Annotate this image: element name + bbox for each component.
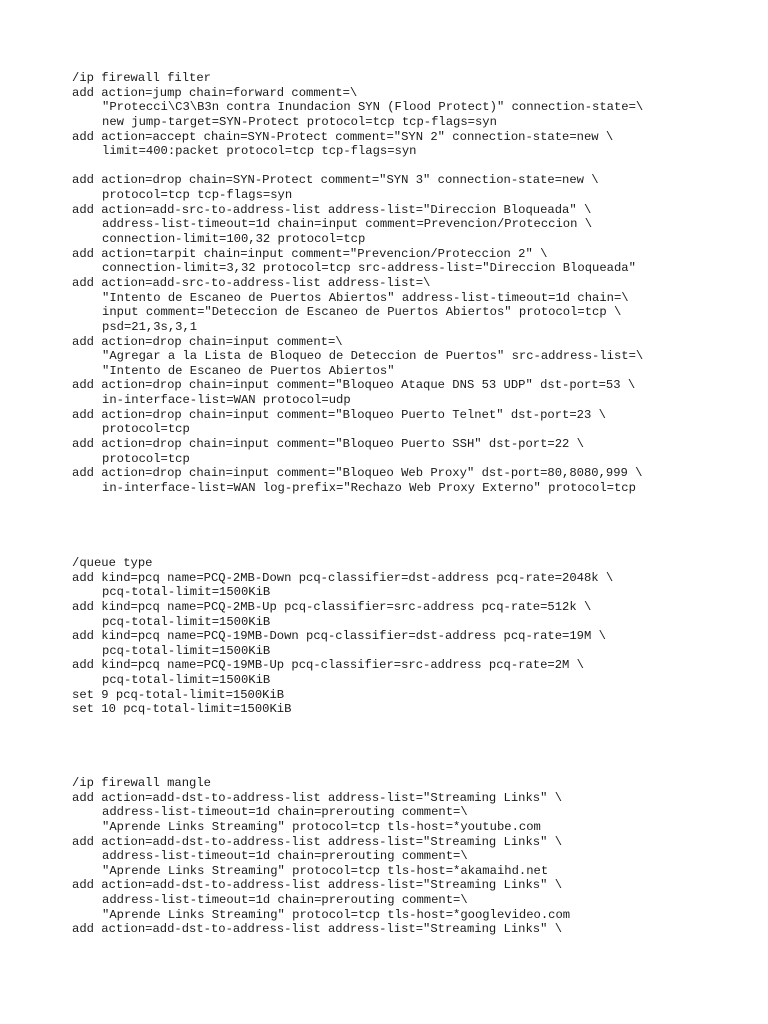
code-line: connection-limit=3,32 protocol=tcp src-address-list="Direccion Bloqueada": [102, 261, 636, 276]
code-line: "Intento de Escaneo de Puertos Abiertos" address-list-timeout=1d chain=\: [102, 290, 629, 305]
code-line: add action=tarpit chain=input comment="Prevencion/Proteccion 2" \: [72, 246, 548, 261]
code-line: add action=add-src-to-address-list address-list="Direccion Bloqueada" \: [72, 202, 592, 217]
code-line: add kind=pcq name=PCQ-2MB-Down pcq-classifier=dst-address pcq-rate=2048k \: [72, 570, 614, 585]
code-line: "Aprende Links Streaming" protocol=tcp tls-host=*googlevideo.com: [102, 907, 571, 922]
code-line: pcq-total-limit=1500KiB: [102, 614, 271, 629]
code-line: add kind=pcq name=PCQ-2MB-Up pcq-classifier=src-address pcq-rate=512k \: [72, 599, 592, 614]
code-line: add action=add-dst-to-address-list address-list="Streaming Links" \: [72, 834, 563, 849]
code-line: add action=add-dst-to-address-list address-list="Streaming Links" \: [72, 922, 563, 937]
code-line: address-list-timeout=1d chain=prerouting comment=\: [102, 805, 468, 820]
code-line: connection-limit=100,32 protocol=tcp: [102, 232, 366, 247]
code-line: "Agregar a la Lista de Bloqueo de Deteccion de Puertos" src-address-list=\: [102, 349, 644, 364]
code-line: add action=add-dst-to-address-list address-list="Streaming Links" \: [72, 878, 563, 893]
code-line: add action=add-src-to-address-list address-list=\: [72, 275, 431, 290]
code-line: add action=add-dst-to-address-list address-list="Streaming Links" \: [72, 790, 563, 805]
code-line: psd=21,3s,3,1: [102, 319, 198, 334]
code-line: input comment="Deteccion de Escaneo de Puertos Abiertos" protocol=tcp \: [102, 305, 622, 320]
firewall-filter-section: [72, 71, 643, 496]
code-line: add action=drop chain=input comment="Bloqueo Puerto SSH" dst-port=22 \: [72, 437, 584, 452]
code-line: set 9 pcq-total-limit=1500KiB: [72, 687, 285, 702]
code-line: add action=jump chain=forward comment=\: [72, 85, 358, 100]
code-line: add action=drop chain=input comment="Bloqueo Web Proxy" dst-port=80,8080,999 \: [72, 466, 643, 481]
code-line: protocol=tcp: [102, 451, 190, 466]
code-line: add kind=pcq name=PCQ-19MB-Up pcq-classifier=src-address pcq-rate=2M \: [72, 658, 584, 673]
code-line: pcq-total-limit=1500KiB: [102, 643, 271, 658]
code-line: pcq-total-limit=1500KiB: [102, 673, 271, 688]
code-line: address-list-timeout=1d chain=prerouting comment=\: [102, 849, 468, 864]
code-line: protocol=tcp: [102, 422, 190, 437]
code-line: add action=drop chain=input comment=\: [72, 334, 343, 349]
code-line: add action=drop chain=input comment="Bloqueo Puerto Telnet" dst-port=23 \: [72, 407, 606, 422]
code-line: set 10 pcq-total-limit=1500KiB: [72, 702, 292, 717]
section-header-line: /queue type: [72, 556, 153, 570]
blank-line: [72, 159, 643, 174]
code-line: pcq-total-limit=1500KiB: [102, 585, 271, 600]
code-line: new jump-target=SYN-Protect protocol=tcp tcp-flags=syn: [102, 114, 497, 129]
code-line: "Aprende Links Streaming" protocol=tcp tls-host=*youtube.com: [102, 819, 541, 834]
code-line: limit=400:packet protocol=tcp tcp-flags=syn: [102, 144, 417, 159]
code-line: "Aprende Links Streaming" protocol=tcp tls-host=*akamaihd.net: [102, 863, 549, 878]
code-line: in-interface-list=WAN log-prefix="Rechazo Web Proxy Externo" protocol=tcp: [102, 480, 636, 495]
code-line: protocol=tcp tcp-flags=syn: [102, 188, 293, 203]
code-line: add action=accept chain=SYN-Protect comment="SYN 2" connection-state=new \: [72, 129, 614, 144]
code-line: "Intento de Escaneo de Puertos Abiertos": [102, 363, 395, 378]
code-line: add action=drop chain=SYN-Protect comment="SYN 3" connection-state=new \: [72, 173, 599, 188]
firewall-mangle-section: [72, 776, 570, 937]
code-line: "Protecci\C3\B3n contra Inundacion SYN (Flood Protect)" connection-state=\: [102, 100, 644, 115]
code-line: address-list-timeout=1d chain=prerouting comment=\: [102, 893, 468, 908]
code-line: add kind=pcq name=PCQ-19MB-Down pcq-classifier=dst-address pcq-rate=19M \: [72, 629, 606, 644]
section-header-line: /ip firewall filter: [72, 71, 211, 85]
queue-type-section: [72, 556, 613, 717]
code-line: address-list-timeout=1d chain=input comment=Prevencion/Proteccion \: [102, 217, 593, 232]
section-header-line: /ip firewall mangle: [72, 776, 211, 790]
code-line: add action=drop chain=input comment="Bloqueo Ataque DNS 53 UDP" dst-port=53 \: [72, 378, 636, 393]
code-line: in-interface-list=WAN protocol=udp: [102, 393, 351, 408]
